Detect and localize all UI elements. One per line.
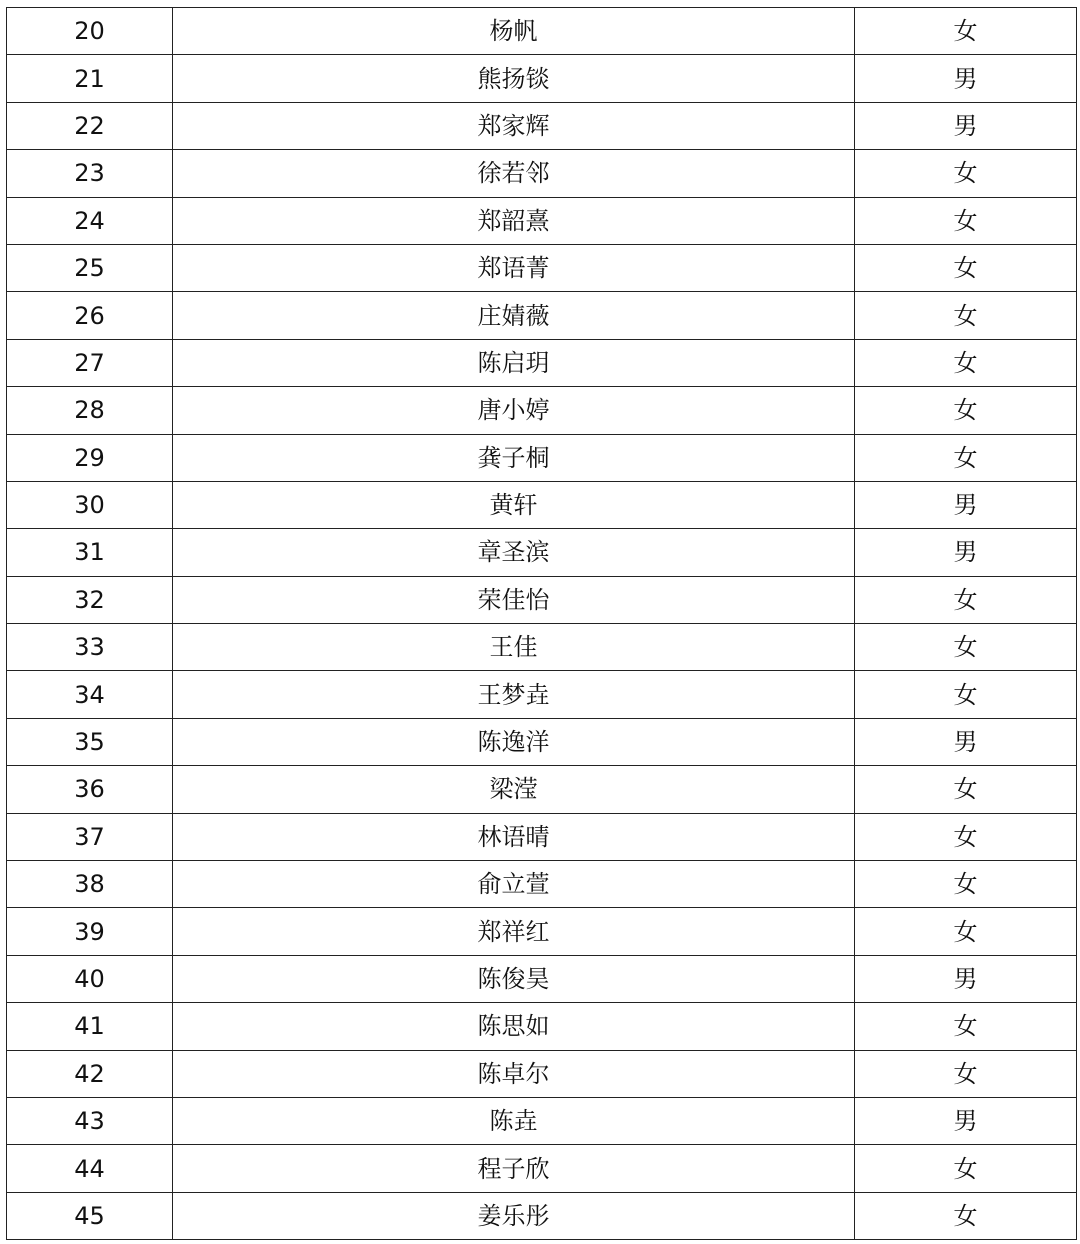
table-row — [7, 576, 1077, 623]
student-name-cell: 郑韶熹 — [173, 197, 855, 244]
table-row — [7, 150, 1077, 197]
gender-cell: 女 — [855, 1050, 1077, 1097]
table-row — [7, 718, 1077, 765]
row-number-cell: 39 — [7, 908, 173, 955]
row-number-cell: 44 — [7, 1145, 173, 1192]
row-number-cell: 25 — [7, 244, 173, 291]
gender-cell: 女 — [855, 766, 1077, 813]
row-number-cell: 27 — [7, 339, 173, 386]
gender-cell: 女 — [855, 576, 1077, 623]
student-name-cell: 陈俊昊 — [173, 955, 855, 1002]
gender-cell: 女 — [855, 1192, 1077, 1239]
table-row — [7, 1050, 1077, 1097]
table-row — [7, 908, 1077, 955]
row-number-cell: 43 — [7, 1097, 173, 1144]
row-number-cell: 36 — [7, 766, 173, 813]
table-row — [7, 481, 1077, 528]
table-row — [7, 55, 1077, 102]
student-name-cell: 程子欣 — [173, 1145, 855, 1192]
row-number-cell: 21 — [7, 55, 173, 102]
gender-cell: 女 — [855, 244, 1077, 291]
student-name-cell: 林语晴 — [173, 813, 855, 860]
gender-cell: 女 — [855, 1003, 1077, 1050]
table-row — [7, 671, 1077, 718]
student-name-cell: 熊扬锬 — [173, 55, 855, 102]
row-number-cell: 34 — [7, 671, 173, 718]
row-number-cell: 35 — [7, 718, 173, 765]
roster-table-body — [7, 8, 1077, 1240]
student-name-cell: 陈垚 — [173, 1097, 855, 1144]
student-name-cell: 章圣滨 — [173, 529, 855, 576]
table-row — [7, 1145, 1077, 1192]
gender-cell: 女 — [855, 671, 1077, 718]
student-name-cell: 庄婧薇 — [173, 292, 855, 339]
table-row — [7, 766, 1077, 813]
gender-cell: 男 — [855, 102, 1077, 149]
gender-cell: 男 — [855, 718, 1077, 765]
student-name-cell: 陈逸洋 — [173, 718, 855, 765]
row-number-cell: 37 — [7, 813, 173, 860]
table-row — [7, 955, 1077, 1002]
student-name-cell: 郑祥红 — [173, 908, 855, 955]
row-number-cell: 24 — [7, 197, 173, 244]
row-number-cell: 22 — [7, 102, 173, 149]
student-name-cell: 郑家辉 — [173, 102, 855, 149]
gender-cell: 女 — [855, 8, 1077, 55]
student-name-cell: 杨帆 — [173, 8, 855, 55]
gender-cell: 女 — [855, 197, 1077, 244]
row-number-cell: 29 — [7, 434, 173, 481]
gender-cell: 男 — [855, 1097, 1077, 1144]
table-row — [7, 861, 1077, 908]
row-number-cell: 28 — [7, 387, 173, 434]
gender-cell: 男 — [855, 529, 1077, 576]
student-name-cell: 姜乐彤 — [173, 1192, 855, 1239]
table-row — [7, 387, 1077, 434]
gender-cell: 女 — [855, 861, 1077, 908]
row-number-cell: 32 — [7, 576, 173, 623]
student-name-cell: 陈思如 — [173, 1003, 855, 1050]
row-number-cell: 40 — [7, 955, 173, 1002]
table-row — [7, 434, 1077, 481]
student-name-cell: 陈启玥 — [173, 339, 855, 386]
row-number-cell: 45 — [7, 1192, 173, 1239]
row-number-cell: 42 — [7, 1050, 173, 1097]
student-name-cell: 王佳 — [173, 624, 855, 671]
row-number-cell: 20 — [7, 8, 173, 55]
student-name-cell: 俞立萱 — [173, 861, 855, 908]
gender-cell: 女 — [855, 434, 1077, 481]
table-row — [7, 102, 1077, 149]
table-row — [7, 624, 1077, 671]
gender-cell: 女 — [855, 150, 1077, 197]
gender-cell: 男 — [855, 55, 1077, 102]
student-name-cell: 郑语菁 — [173, 244, 855, 291]
row-number-cell: 33 — [7, 624, 173, 671]
gender-cell: 女 — [855, 339, 1077, 386]
row-number-cell: 31 — [7, 529, 173, 576]
roster-table — [6, 7, 1077, 1240]
gender-cell: 女 — [855, 387, 1077, 434]
student-name-cell: 黄轩 — [173, 481, 855, 528]
row-number-cell: 23 — [7, 150, 173, 197]
student-name-cell: 王梦垚 — [173, 671, 855, 718]
gender-cell: 女 — [855, 813, 1077, 860]
gender-cell: 女 — [855, 1145, 1077, 1192]
gender-cell: 女 — [855, 624, 1077, 671]
table-row — [7, 8, 1077, 55]
row-number-cell: 41 — [7, 1003, 173, 1050]
gender-cell: 女 — [855, 292, 1077, 339]
row-number-cell: 30 — [7, 481, 173, 528]
gender-cell: 女 — [855, 908, 1077, 955]
table-row — [7, 529, 1077, 576]
student-name-cell: 梁滢 — [173, 766, 855, 813]
table-row — [7, 813, 1077, 860]
table-row — [7, 1192, 1077, 1239]
table-row — [7, 292, 1077, 339]
gender-cell: 男 — [855, 481, 1077, 528]
gender-cell: 男 — [855, 955, 1077, 1002]
student-name-cell: 唐小婷 — [173, 387, 855, 434]
student-name-cell: 陈卓尔 — [173, 1050, 855, 1097]
table-row — [7, 339, 1077, 386]
table-row — [7, 244, 1077, 291]
student-name-cell: 荣佳怡 — [173, 576, 855, 623]
student-name-cell: 龚子桐 — [173, 434, 855, 481]
row-number-cell: 38 — [7, 861, 173, 908]
row-number-cell: 26 — [7, 292, 173, 339]
table-row — [7, 1003, 1077, 1050]
table-row — [7, 1097, 1077, 1144]
student-name-cell: 徐若邻 — [173, 150, 855, 197]
table-row — [7, 197, 1077, 244]
